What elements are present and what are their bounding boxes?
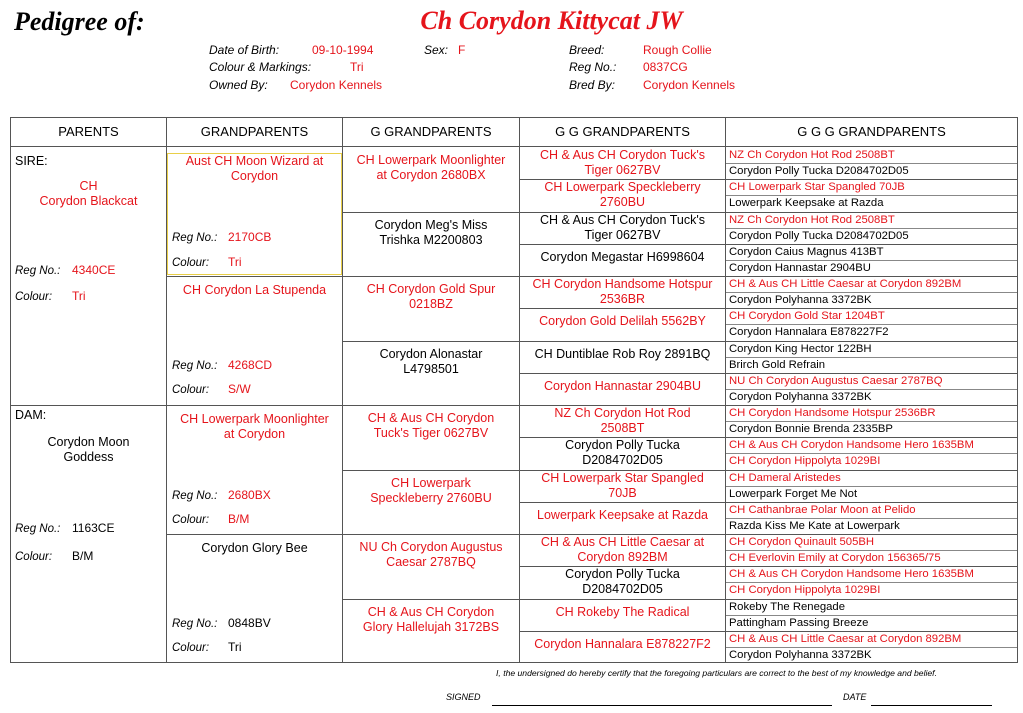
breed-label: Breed:: [569, 43, 605, 57]
grandparent-name: CH Lowerpark Moonlighter at Corydon: [180, 412, 329, 441]
ggg-grandparent-name: Corydon Caius Magnus 413BT: [729, 246, 884, 258]
ggg-grandparent-name: CH Corydon Hippolyta 1029BI: [729, 455, 881, 467]
reg-row: [569, 59, 688, 76]
ggg-grandparent-name: NZ Ch Corydon Hot Rod 2508BT: [729, 214, 895, 226]
bred-by-label: Bred By:: [569, 78, 616, 92]
colour-markings-value: Tri: [350, 60, 364, 74]
column-header-gg-grandparents: G G GRANDPARENTS: [555, 124, 690, 139]
sex-row: [424, 42, 465, 59]
pedigree-table: [10, 117, 1018, 663]
dog-name: Ch Corydon Kittycat JW: [420, 6, 683, 35]
date-label: DATE: [843, 692, 867, 702]
colour-markings-label: Colour & Markings:: [209, 60, 312, 74]
signed-label: SIGNED: [446, 692, 481, 702]
ggg-grandparent-name: Corydon Hannalara E878227F2: [729, 326, 889, 338]
column-divider: [342, 118, 343, 662]
ggg-grandparent-name: CH Corydon Handsome Hotspur 2536BR: [729, 407, 936, 419]
ggg-grandparent-name: Brirch Gold Refrain: [729, 359, 826, 371]
ggg-grandparent-name: Corydon Polyhanna 3372BK: [729, 294, 872, 306]
bred-by-value: Corydon Kennels: [643, 78, 736, 92]
gg-grandparent-name: NZ Ch Corydon Hot Rod 2508BT: [554, 406, 691, 435]
ggg-grandparent-name: CH & Aus CH Little Caesar at Corydon 892BM: [729, 633, 962, 645]
ggg-grandparent-name: CH & Aus CH Corydon Handsome Hero 1635BM: [729, 568, 974, 580]
grandparent-reg: Reg No.: 2680BX: [172, 488, 271, 502]
gg-grandparent-name: Lowerpark Keepsake at Razda: [537, 508, 708, 522]
ggg-grandparent-name: Corydon Hannastar 2904BU: [729, 262, 871, 274]
column-header-grandparents: GRANDPARENTS: [200, 124, 309, 139]
column-header-parents: PARENTS: [58, 124, 119, 139]
dam-reg: Reg No.: 1163CE: [15, 521, 115, 535]
sire-name: CH Corydon Blackcat: [39, 179, 138, 208]
certification-text: I, the undersigned do hereby certify that the foregoing particulars are correct to the best of my knowledge and belief.: [496, 668, 937, 678]
sire-reg: Reg No.: 4340CE: [15, 263, 116, 277]
ggg-grandparent-name: Corydon Polly Tucka D2084702D05: [729, 165, 909, 177]
grandparent-name: CH Corydon La Stupenda: [182, 283, 327, 297]
date-field[interactable]: [871, 705, 992, 706]
grandparent-name: Corydon Glory Bee: [201, 541, 308, 555]
reg-label: Reg No.:: [569, 60, 617, 74]
grandparent-name: Aust CH Moon Wizard at Corydon: [185, 154, 324, 183]
row-divider: [343, 341, 1017, 342]
sex-value: F: [458, 43, 466, 57]
ggg-grandparent-name: CH Corydon Gold Star 1204BT: [729, 310, 885, 322]
ggg-grandparent-name: Corydon Bonnie Brenda 2335BP: [729, 423, 893, 435]
gg-grandparent-name: Corydon Megastar H6998604: [540, 250, 705, 264]
grandparent-colour: Colour: Tri: [172, 640, 242, 654]
ggg-grandparent-name: CH Dameral Aristedes: [729, 472, 841, 484]
bred-row: [569, 77, 735, 94]
ggg-grandparent-name: CH Everlovin Emily at Corydon 156365/75: [729, 552, 941, 564]
ggg-grandparent-name: Corydon Polly Tucka D2084702D05: [729, 230, 909, 242]
g-grandparent-name: CH & Aus CH Corydon Glory Hallelujah 3172BS: [362, 605, 500, 634]
grandparent-colour: Colour: S/W: [172, 382, 251, 396]
ggg-grandparent-name: Lowerpark Forget Me Not: [729, 488, 858, 500]
ggg-grandparent-name: Rokeby The Renegade: [729, 601, 845, 613]
g-grandparent-name: CH Corydon Gold Spur 0218BZ: [366, 282, 496, 311]
column-header-ggg-grandparents: G G G GRANDPARENTS: [797, 124, 946, 139]
ggg-grandparent-name: NU Ch Corydon Augustus Caesar 2787BQ: [729, 375, 943, 387]
grandparent-reg: Reg No.: 2170CB: [172, 230, 272, 244]
grandparent-colour: Colour: Tri: [172, 255, 242, 269]
sire-label: SIRE:: [15, 154, 48, 168]
g-grandparent-name: Corydon Meg's Miss Trishka M2200803: [374, 218, 488, 247]
g-grandparent-name: Corydon Alonastar L4798501: [379, 347, 483, 376]
gg-grandparent-name: Corydon Polly Tucka D2084702D05: [565, 438, 680, 467]
gg-grandparent-name: CH Rokeby The Radical: [555, 605, 690, 619]
ggg-grandparent-name: Lowerpark Keepsake at Razda: [729, 197, 884, 209]
gg-grandparent-name: CH Lowerpark Star Spangled 70JB: [541, 471, 704, 500]
grandparent-colour: Colour: B/M: [172, 512, 250, 526]
ggg-grandparent-name: Pattingham Passing Breeze: [729, 617, 869, 629]
sire-colour: Colour: Tri: [15, 289, 86, 303]
ggg-grandparent-name: CH & Aus CH Corydon Handsome Hero 1635BM: [729, 439, 974, 451]
ggg-grandparent-name: Razda Kiss Me Kate at Lowerpark: [729, 520, 900, 532]
ggg-grandparent-name: Corydon Polyhanna 3372BK: [729, 649, 872, 661]
gg-grandparent-name: Corydon Gold Delilah 5562BY: [539, 314, 706, 328]
row-divider: [343, 599, 1017, 600]
dob-row: [209, 42, 373, 59]
gg-grandparent-name: CH Lowerpark Speckleberry 2760BU: [544, 180, 701, 209]
gg-grandparent-name: CH & Aus CH Little Caesar at Corydon 892BM: [540, 535, 705, 564]
ggg-grandparent-name: CH Corydon Hippolyta 1029BI: [729, 584, 881, 596]
sex-label: Sex:: [424, 43, 449, 57]
grandparent-reg: Reg No.: 4268CD: [172, 358, 273, 372]
dob-value: 09-10-1994: [312, 43, 374, 57]
breed-value: Rough Collie: [643, 43, 712, 57]
ggg-grandparent-name: CH Corydon Quinault 505BH: [729, 536, 875, 548]
gg-grandparent-name: Corydon Polly Tucka D2084702D05: [565, 567, 680, 596]
gg-grandparent-name: CH & Aus CH Corydon Tuck's Tiger 0627BV: [540, 148, 705, 177]
breed-row: [569, 42, 712, 59]
g-grandparent-name: NU Ch Corydon Augustus Caesar 2787BQ: [359, 540, 503, 569]
grandparent-reg: Reg No.: 0848BV: [172, 616, 271, 630]
column-divider: [725, 118, 726, 662]
g-grandparent-name: CH Lowerpark Moonlighter at Corydon 2680BX: [356, 153, 506, 182]
column-header-g-grandparents: G GRANDPARENTS: [370, 124, 492, 139]
g-grandparent-name: CH & Aus CH Corydon Tuck's Tiger 0627BV: [367, 411, 495, 440]
gg-grandparent-name: Corydon Hannastar 2904BU: [543, 379, 702, 393]
ggg-grandparent-name: CH Cathanbrae Polar Moon at Pelido: [729, 504, 916, 516]
colour-row: [209, 59, 364, 76]
ggg-grandparent-name: CH Lowerpark Star Spangled 70JB: [729, 181, 905, 193]
ggg-grandparent-name: Corydon King Hector 122BH: [729, 343, 872, 355]
dam-label: DAM:: [15, 408, 47, 422]
reg-value: 0837CG: [643, 60, 688, 74]
signature-field[interactable]: [492, 705, 832, 706]
ggg-grandparent-name: CH & Aus CH Little Caesar at Corydon 892BM: [729, 278, 962, 290]
owned-row: [209, 77, 382, 94]
owned-by-value: Corydon Kennels: [290, 78, 383, 92]
dam-colour: Colour: B/M: [15, 549, 94, 563]
ggg-grandparent-name: NZ Ch Corydon Hot Rod 2508BT: [729, 149, 895, 161]
pedigree-title-label: Pedigree of:: [14, 7, 145, 36]
dob-label: Date of Birth:: [209, 43, 280, 57]
gg-grandparent-name: CH Duntiblae Rob Roy 2891BQ: [534, 347, 711, 361]
owned-by-label: Owned By:: [209, 78, 268, 92]
gg-grandparent-name: CH Corydon Handsome Hotspur 2536BR: [532, 277, 713, 306]
gg-grandparent-name: CH & Aus CH Corydon Tuck's Tiger 0627BV: [540, 213, 705, 242]
gg-grandparent-name: Corydon Hannalara E878227F2: [534, 637, 711, 651]
dam-name: Corydon Moon Goddess: [47, 435, 130, 464]
g-grandparent-name: CH Lowerpark Speckleberry 2760BU: [370, 476, 492, 505]
ggg-grandparent-name: Corydon Polyhanna 3372BK: [729, 391, 872, 403]
